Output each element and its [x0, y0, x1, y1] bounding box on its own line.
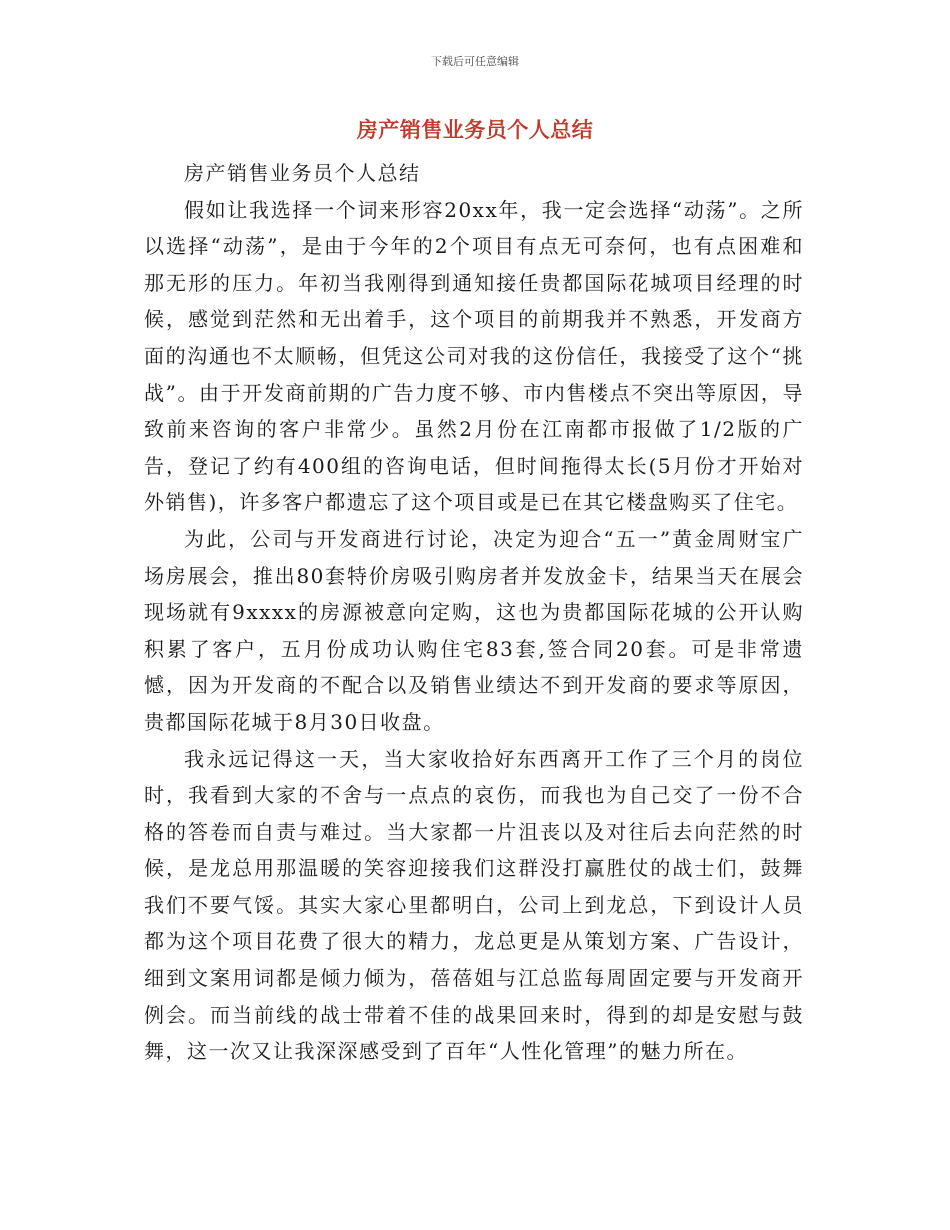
paragraph: 我永远记得这一天，当大家收拾好东西离开工作了三个月的岗位时，我看到大家的不舍与一点点的哀伤，而我也为自己交了一份不合格的答卷而自责与难过。当大家都一片沮丧以及对往后去向茫然的时候，是龙总用那温暖的笑容迎接我们这群没打赢胜仗的战士们，鼓舞我们不要气馁。其实大家心里都明白，公司上到龙总，下到设计人员都为这个项目花费了很大的精力，龙总更是从策划方案、广告设计，细到文案用词都是倾力倾为，蓓蓓姐与江总监每周固定要与开发商开例会。而当前线的战士带着不佳的战果回来时，得到的却是安慰与鼓舞，这一次又让我深深感受到了百年“人性化管理”的魅力所在。	[144, 746, 804, 1064]
paragraph-subtitle: 房产销售业务员个人总结	[184, 161, 421, 185]
page-header-note: 下载后可任意编辑	[431, 55, 519, 68]
paragraph: 为此，公司与开发商进行讨论，决定为迎合“五一”黄金周财宝广场房展会，推出80套特价房吸引购房者并发放金卡，结果当天在展会现场就有9xxxx的房源被意向定购，这也为贵都国际花城的公开认购积累了客户，五月份成功认购住宅83套,签合同20套。可是非常遗憾，因为开发商的不配合以及销售业绩达不到开发商的要求等原因，贵都国际花城于8月30日收盘。	[144, 526, 804, 734]
paragraph: 假如让我选择一个词来形容20xx年，我一定会选择“动荡”。之所以选择“动荡”，是由于今年的2个项目有点无可奈何，也有点困难和那无形的压力。年初当我刚得到通知接任贵都国际花城项目经理的时候，感觉到茫然和无出着手，这个项目的前期我并不熟悉，开发商方面的沟通也不太顺畅，但凭这公司对我的这份信任，我接受了这个“挑战”。由于开发商前期的广告力度不够、市内售楼点不突出等原因，导致前来咨询的客户非常少。虽然2月份在江南都市报做了1/2版的广告，登记了约有400组的咨询电话，但时间拖得太长(5月份才开始对外销售)，许多客户都遗忘了这个项目或是已在其它楼盘购买了住宅。	[144, 197, 804, 515]
document-title: 房产销售业务员个人总结	[356, 118, 594, 142]
document-body	[144, 155, 804, 1070]
